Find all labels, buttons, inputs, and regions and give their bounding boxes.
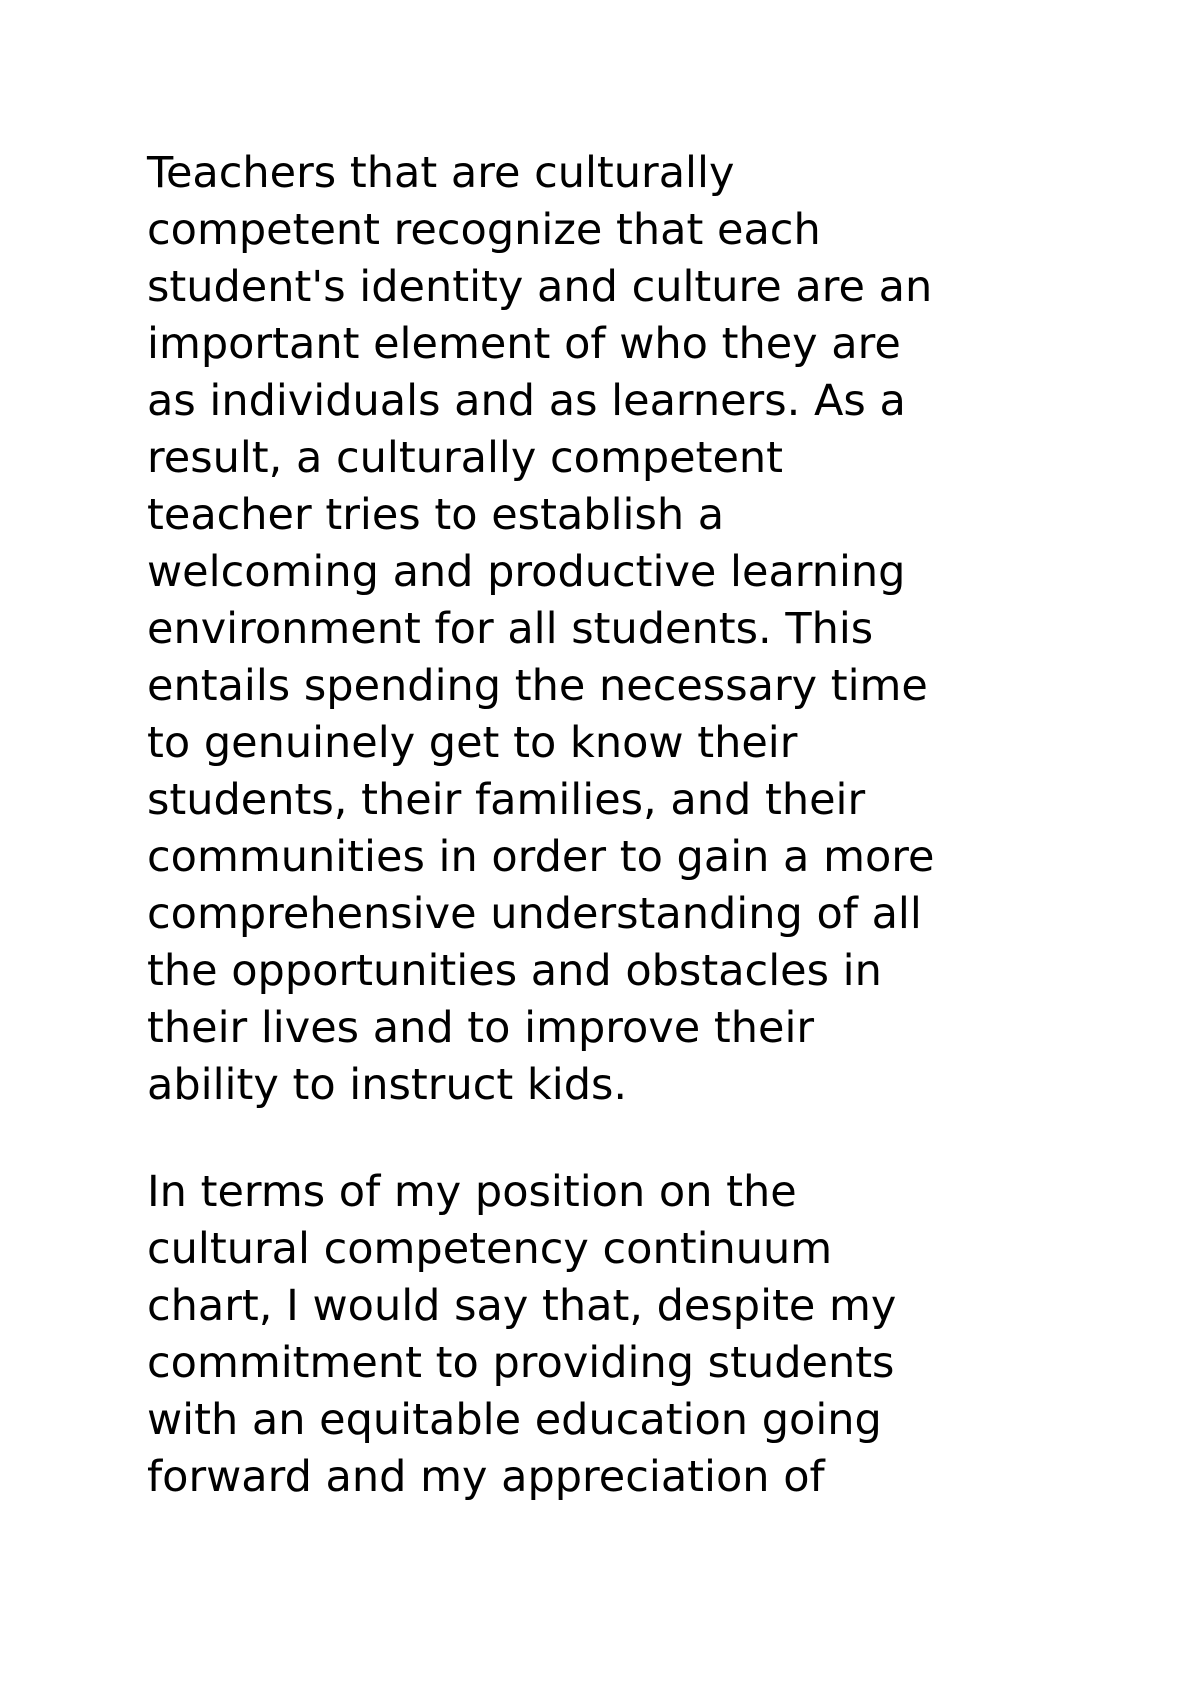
text-line: chart, I would say that, despite my: [147, 1281, 897, 1331]
text-line: teacher tries to establish a: [147, 490, 725, 540]
text-line: cultural competency continuum: [147, 1224, 833, 1274]
text-line: entails spending the necessary time: [147, 661, 928, 711]
text-line: communities in order to gain a more: [147, 832, 935, 882]
text-line: the opportunities and obstacles in: [147, 946, 882, 996]
text-line: welcoming and productive learning: [147, 547, 906, 597]
text-line: ability to instruct kids.: [147, 1060, 628, 1110]
text-line: commitment to providing students: [147, 1338, 895, 1388]
text-line: students, their families, and their: [147, 775, 866, 825]
text-line: competent recognize that each: [147, 205, 821, 255]
paragraph-2: [147, 1164, 1077, 1506]
text-line: comprehensive understanding of all: [147, 889, 922, 939]
text-line: student's identity and culture are an: [147, 262, 933, 312]
text-line: with an equitable education going: [147, 1395, 882, 1445]
text-line: forward and my appreciation of: [147, 1452, 825, 1502]
text-line: Teachers that are culturally: [147, 148, 735, 198]
text-line: important element of who they are: [147, 319, 901, 369]
text-line: In terms of my position on the: [147, 1167, 797, 1217]
text-line: result, a culturally competent: [147, 433, 784, 483]
text-line: their lives and to improve their: [147, 1003, 815, 1053]
text-line: environment for all students. This: [147, 604, 874, 654]
text-line: as individuals and as learners. As a: [147, 376, 906, 426]
text-line: to genuinely get to know their: [147, 718, 798, 768]
paragraph-1: [147, 145, 1077, 1114]
